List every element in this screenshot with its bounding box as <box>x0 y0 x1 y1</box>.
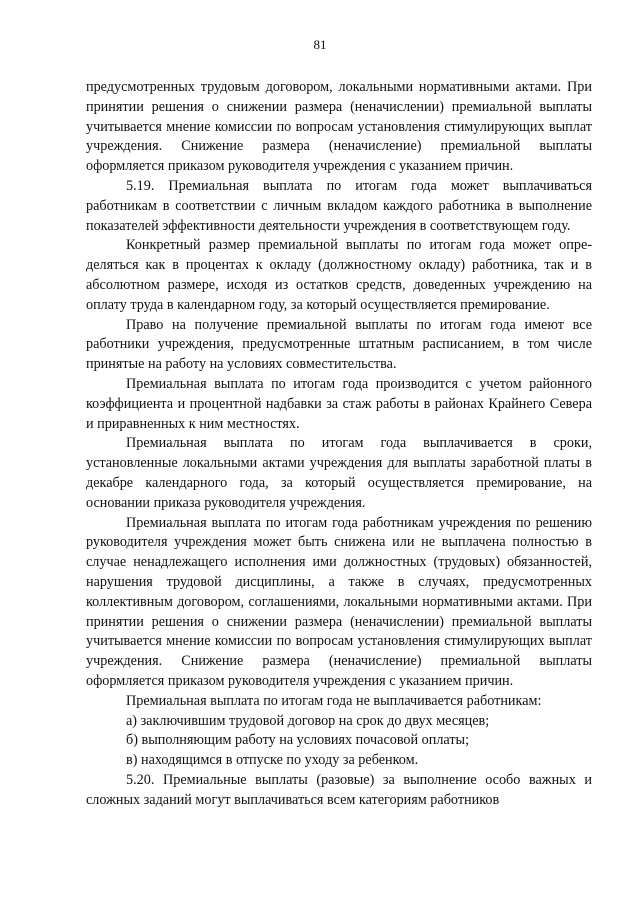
paragraph-bonus-amount: Конкретный размер премиальной выплаты по итогам года может определяться как в процентах к окладу (должностному окладу) работника, так и в абсолютном размере, исходя из остатков средств, доведенных учреждению на оплату труда в календарном году, за который осуществляется премирование. <box>86 237 592 313</box>
paragraph-clause-5-20: 5.20. Премиальные выплаты (разовые) за выполнение особо важных и сложных заданий могут выплачиваться всем категориям работников <box>86 771 592 808</box>
paragraph-clause-5-19: 5.19. Премиальная выплата по итогам года может выплачиваться работникам в соответствии с личным вкладом каждого работника в выполнение показателей эффективности деятельности учреждения в соответствующем году. <box>86 177 592 234</box>
list-item-b: б) выполняющим работу на условиях почасовой оплаты; <box>126 732 470 749</box>
paragraph-regional-coefficient: Премиальная выплата по итогам года производится с учетом районного коэффициента и процентной надбавки за стаж работы в районах Крайнего Севера и приравненных к ним местностях. <box>86 375 592 432</box>
list-item-c: в) находящимся в отпуске по уходу за ребенком. <box>126 752 419 769</box>
page-number: 81 <box>313 37 327 52</box>
list-item-a: а) заключившим трудовой договор на срок до двух месяцев; <box>126 712 490 729</box>
paragraph-bonus-eligibility: Право на получение премиальной выплаты по итогам года имеют все работники учреждения, предусмотренные штатным расписанием, в том числе принятые на работу на условиях совместительства. <box>86 316 592 373</box>
paragraph-bonus-reduction: Премиальная выплата по итогам года работникам учреждения по решению руководителя учреждения может быть снижена или не выплачена полностью в случае ненадлежащего исполнения ими должностных (трудовых) обязанностей, нарушения трудовой дисциплины, а также в случаях, предусмотренных коллективным договором, соглашениями, локальными нормативными актами. При принятии решения о снижении размера (неначислении) премиальной выплаты учитывается мнение комиссии по вопросам установления стимулирующих выплат учреждения. Снижение размера (неначисление) премиальной выплаты оформляется приказом руководителя учреждения с указанием причин. <box>86 514 592 689</box>
paragraph-payment-terms: Премиальная выплата по итогам года выплачивается в сроки, установленные локальными актами учреждения для выплаты заработной платы в декабре календарного года, за который осуществляется премирование, на основании приказа руководителя учреждения. <box>86 435 592 511</box>
document-text <box>86 78 592 810</box>
paragraph-not-paid-intro: Премиальная выплата по итогам года не выплачивается работникам: <box>126 692 542 709</box>
paragraph-continuation: предусмотренных трудовым договором, локальными нормативными актами. При принятии решения о снижении размера (неначислении) премиальной выплаты учитывается мнение комиссии по вопросам установления стимулирующих выплат учреждения. Снижение размера (неначисление) премиальной выплаты оформляется приказом руководителя учреждения с указанием причин. <box>86 79 592 175</box>
